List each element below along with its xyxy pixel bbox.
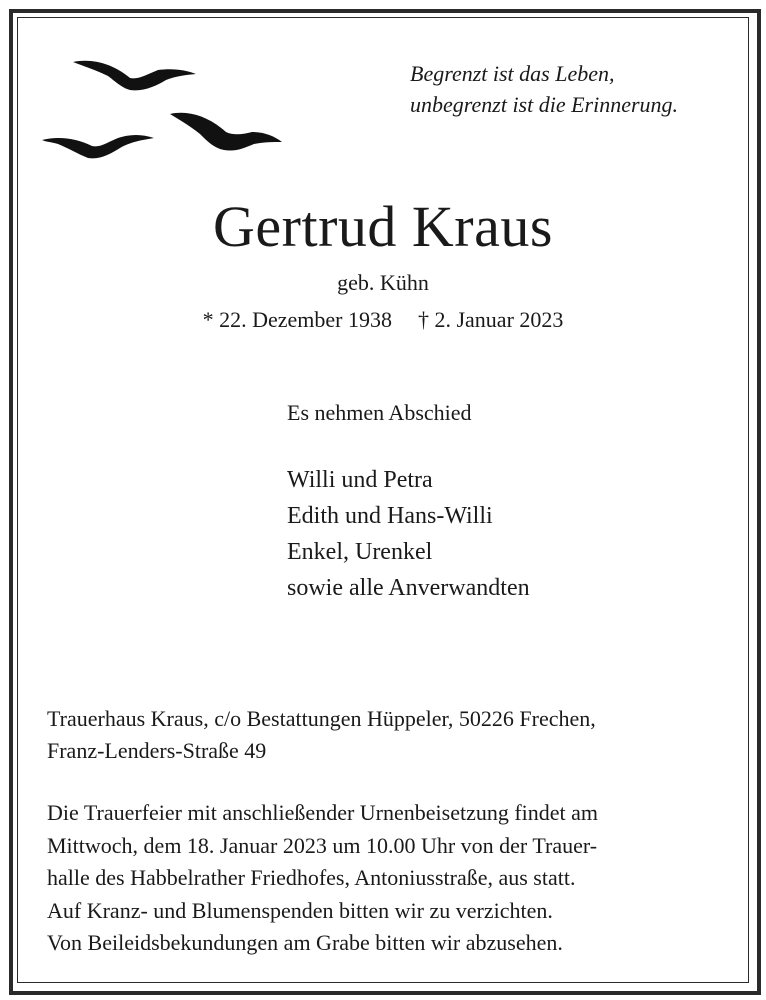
mourner-line: sowie alle Anverwandten <box>287 575 530 601</box>
address-line-2: Franz-Lenders-Straße 49 <box>47 738 267 763</box>
address-line-1: Trauerhaus Kraus, c/o Bestattungen Hüppeler, 50226 Frechen, <box>47 706 596 731</box>
motto <box>410 58 740 120</box>
bird-icon <box>73 61 196 91</box>
motto-line-2: unbegrenzt ist die Erinnerung. <box>410 92 679 117</box>
mourner-line: Edith und Hans-Willi <box>287 503 493 529</box>
motto-line-1: Begrenzt ist das Leben, <box>410 61 615 86</box>
birth-date: * 22. Dezember 1938 <box>202 307 392 332</box>
life-dates <box>0 305 766 335</box>
mourner-line: Enkel, Urenkel <box>287 539 433 565</box>
ceremony-line: Die Trauerfeier mit anschließender Urnenbeisetzung findet am <box>47 800 599 825</box>
deceased-name: Gertrud Kraus <box>213 194 553 259</box>
mourning-address <box>47 703 737 767</box>
ceremony-line: halle des Habbelrather Friedhofes, Antoniusstraße, aus statt. <box>47 865 576 890</box>
mourner-line: Willi und Petra <box>287 467 433 493</box>
mourners-list <box>287 462 530 606</box>
bird-icon <box>170 113 282 151</box>
death-date: † 2. Januar 2023 <box>417 307 564 332</box>
flying-birds-icon <box>38 50 288 165</box>
ceremony-line: Mittwoch, dem 18. Januar 2023 um 10.00 Uhr von der Trauer- <box>47 832 598 858</box>
ceremony-notice <box>47 797 737 960</box>
bird-icon <box>42 135 154 158</box>
ceremony-line: Auf Kranz- und Blumenspenden bitten wir zu verzichten. <box>47 897 553 923</box>
ceremony-line: Von Beileidsbekundungen am Grabe bitten wir abzusehen. <box>47 930 563 955</box>
farewell-heading: Es nehmen Abschied <box>287 400 472 425</box>
birth-name: geb. Kühn <box>337 270 429 295</box>
